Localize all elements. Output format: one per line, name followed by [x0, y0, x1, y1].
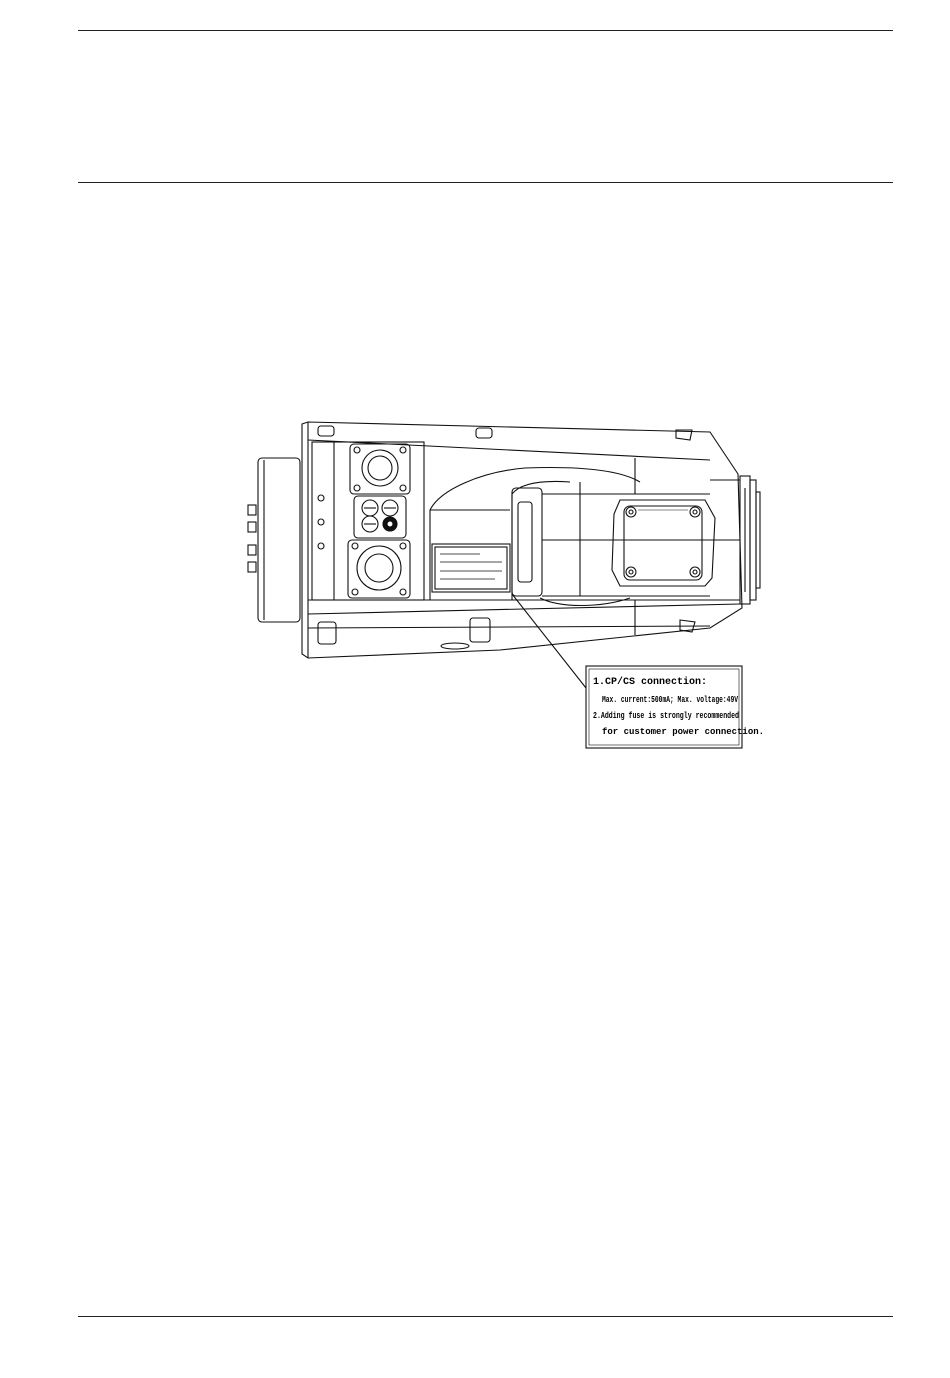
arm-body — [430, 458, 740, 606]
header-top-rule — [78, 30, 893, 31]
callout-line-4: for customer power connection. — [602, 727, 765, 737]
callout-line-2: Max. current:500mA; Max. voltage:49V — [602, 695, 739, 705]
header-bottom-rule — [78, 182, 893, 183]
robot-arm-drawing — [240, 410, 765, 760]
left-flange — [248, 458, 300, 622]
callout-label — [586, 666, 764, 748]
callout-line-1: 1.CP/CS connection: — [593, 677, 708, 688]
connector-panel — [312, 442, 424, 600]
footer-rule — [78, 1316, 893, 1317]
housing-label — [432, 544, 510, 592]
callout-line-3: 2.Adding fuse is strongly recommended — [593, 711, 739, 721]
cover-plate — [612, 500, 715, 586]
